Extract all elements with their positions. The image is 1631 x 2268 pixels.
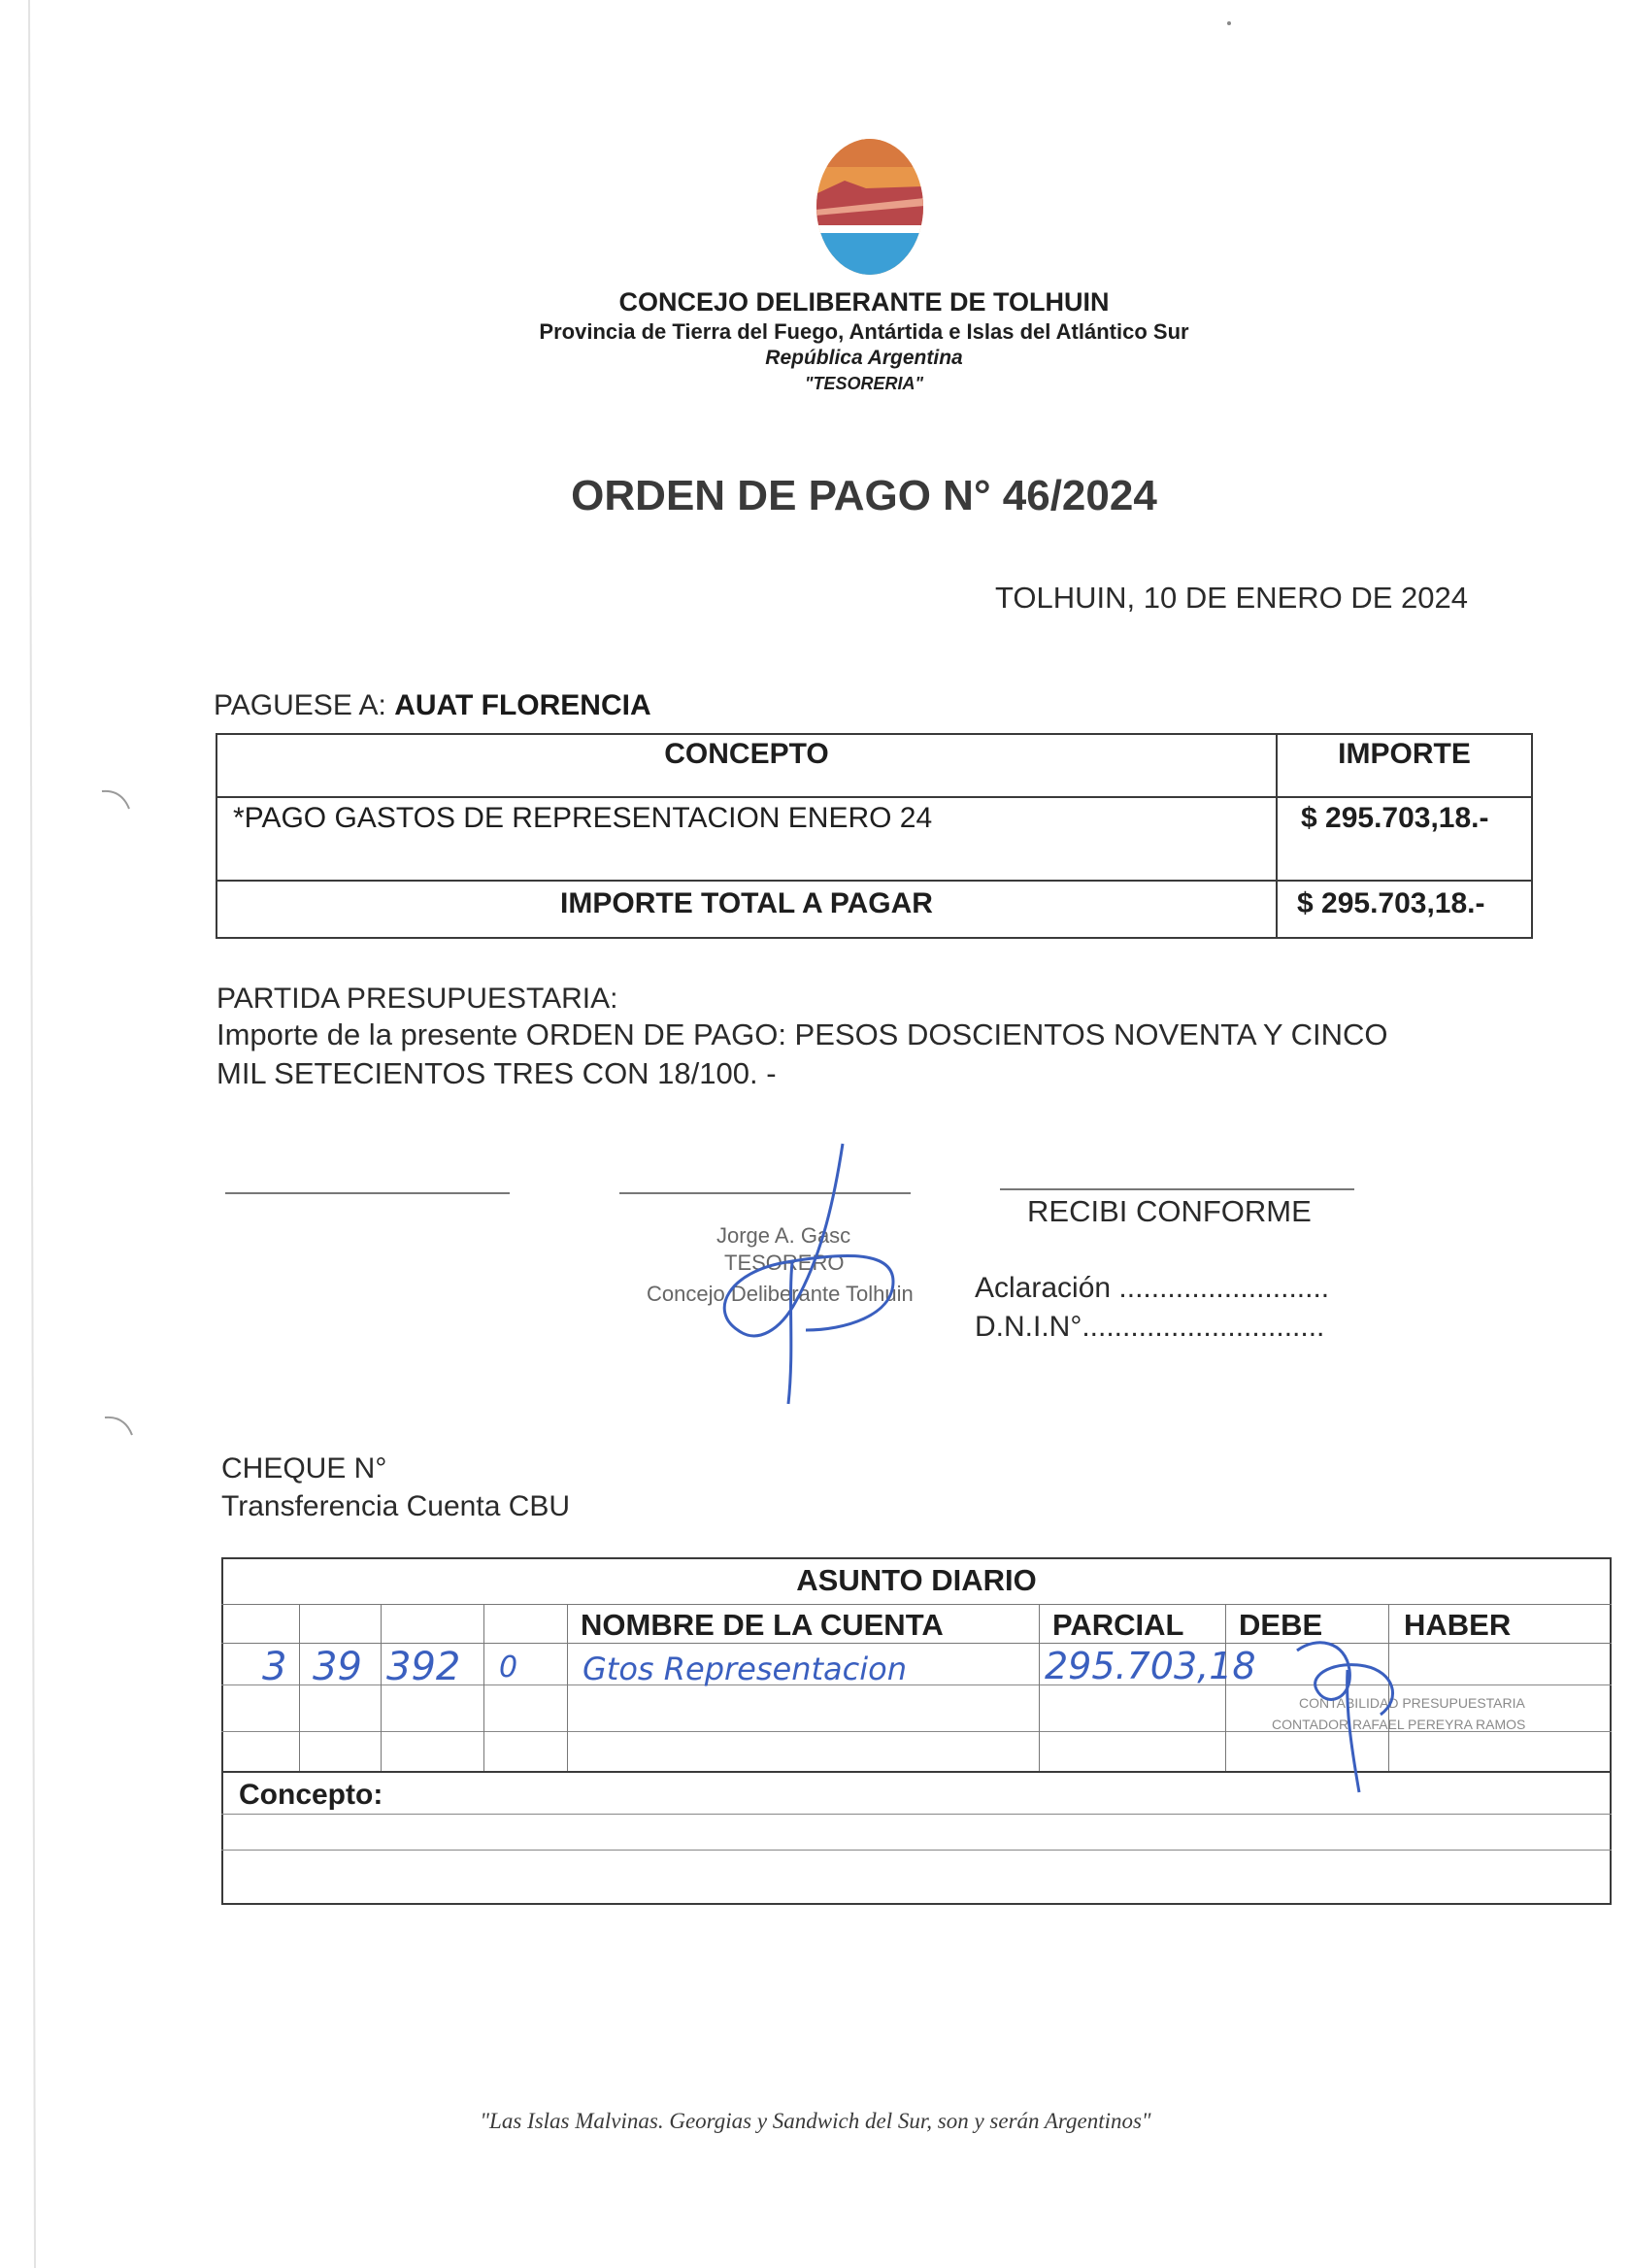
handwritten-code-4: 0 — [499, 1651, 518, 1684]
amount-cell: $ 295.703,18.- — [1301, 802, 1489, 834]
budget-amount-line2: MIL SETECIENTOS TRES CON 18/100. - — [216, 1056, 777, 1090]
accountant-signature — [1287, 1631, 1423, 1796]
handwritten-account: Gtos Representacion — [582, 1651, 907, 1687]
payee-label: PAGUESE A: — [214, 689, 386, 721]
journal-title: ASUNTO DIARIO — [796, 1563, 1037, 1597]
handwritten-code-3: 392 — [386, 1645, 461, 1689]
department-name: "TESORERIA" — [804, 374, 924, 393]
concept-label: Concepto: — [239, 1779, 383, 1811]
budget-label: PARTIDA PRESUPUESTARIA: — [216, 983, 618, 1015]
concept-cell: *PAGO GASTOS DE REPRESENTACION ENERO 24 — [233, 802, 933, 834]
handwritten-partial: 295.703,18 — [1045, 1645, 1256, 1687]
dni-label: D.N.I.N°.............................. — [975, 1311, 1325, 1343]
total-label: IMPORTE TOTAL A PAGAR — [560, 887, 933, 919]
clarification-label: Aclaración .......................... — [975, 1272, 1330, 1304]
treasurer-signature — [699, 1136, 913, 1408]
account-name-header: NOMBRE DE LA CUENTA — [581, 1608, 944, 1642]
council-logo — [816, 138, 924, 276]
stamp-role: TESORERO — [724, 1251, 845, 1275]
transfer-label: Transferencia Cuenta CBU — [221, 1490, 571, 1522]
credit-header: HABER — [1404, 1608, 1512, 1642]
stamp-name: Jorge A. Gasc — [716, 1223, 851, 1248]
handwritten-code-2: 39 — [313, 1645, 362, 1689]
budget-amount-line1: Importe de la presente ORDEN DE PAGO: PESOS DOSCIENTOS NOVENTA Y CINCO — [216, 1017, 1388, 1051]
organization-name: CONCEJO DELIBERANTE DE TOLHUIN — [618, 287, 1110, 317]
cheque-label: CHEQUE N° — [221, 1452, 387, 1484]
debit-header: DEBE — [1239, 1608, 1323, 1642]
accounting-stamp-line1: CONTABILIDAD PRESUPUESTARIA — [1299, 1695, 1525, 1711]
handwritten-code-1: 3 — [262, 1645, 287, 1689]
concept-header: CONCEPTO — [664, 738, 829, 770]
document-title: ORDEN DE PAGO N° 46/2024 — [571, 472, 1157, 519]
footer-quote: "Las Islas Malvinas. Georgias y Sandwich del Sur, son y serán Argentinos" — [480, 2109, 1151, 2133]
accounting-stamp-line2: CONTADOR RAFAEL PEREYRA RAMOS — [1272, 1717, 1526, 1732]
stamp-organization: Concejo Deliberante Tolhuin — [647, 1282, 914, 1306]
received-label: RECIBI CONFORME — [1027, 1194, 1312, 1228]
payee-line — [214, 689, 651, 722]
country-name: República Argentina — [765, 347, 963, 369]
place-date: TOLHUIN, 10 DE ENERO DE 2024 — [995, 581, 1468, 615]
payee-name: AUAT FLORENCIA — [394, 689, 651, 721]
signature-line-left — [225, 1192, 510, 1194]
amount-header: IMPORTE — [1338, 738, 1471, 770]
total-amount: $ 295.703,18.- — [1297, 887, 1485, 919]
signature-line-right — [1000, 1188, 1354, 1190]
partial-header: PARCIAL — [1052, 1608, 1184, 1642]
province-name: Provincia de Tierra del Fuego, Antártida e Islas del Atlántico Sur — [539, 319, 1189, 344]
